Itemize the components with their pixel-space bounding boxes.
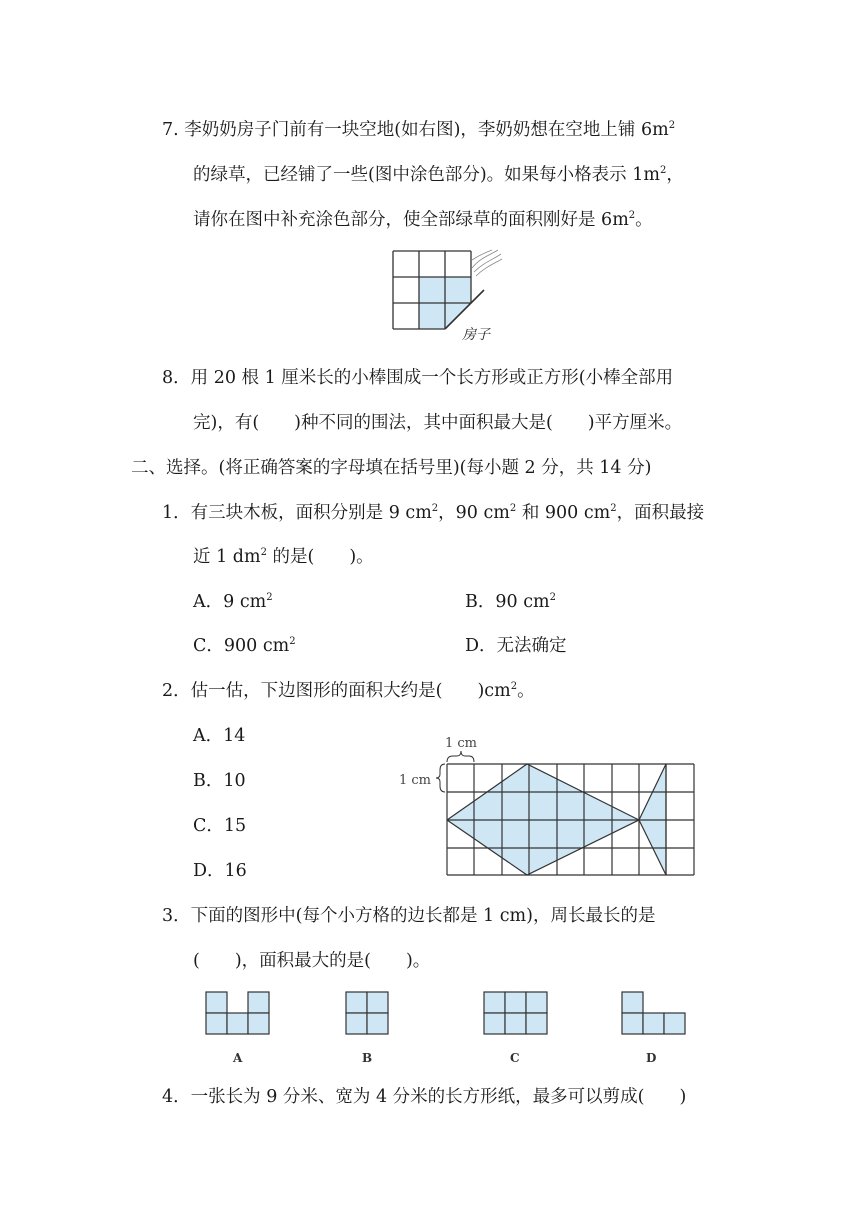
- house-sketch-icon: [472, 250, 502, 276]
- s1-line-1: [162, 501, 704, 525]
- s4-line-1: 4．一张长为 9 分米、宽为 4 分米的长方形纸，最多可以剪成( ): [162, 1087, 687, 1107]
- shape-label-d: D: [646, 1051, 657, 1065]
- superscript: 2: [509, 503, 517, 514]
- superscript: 2: [610, 503, 617, 514]
- s1-option-c: C．900 $cm^2$: [193, 636, 296, 656]
- superscript: 2: [668, 120, 676, 131]
- superscript: 2: [431, 503, 439, 514]
- s3-shapes-figure: [200, 988, 690, 1068]
- section-heading: 二、选择。(将正确答案的字母填在括号里)(每小题 2 分，共 14 分): [131, 458, 652, 478]
- house-label: 房子: [462, 327, 490, 343]
- left-brace-icon: [436, 764, 445, 792]
- q7-text: 请你在图中补充涂色部分，使全部绿草的面积刚好是 6m: [193, 210, 629, 230]
- s1-text: 和 900 cm: [516, 503, 611, 523]
- left-unit-label: 1 cm: [399, 773, 432, 788]
- superscript: 2: [510, 681, 518, 692]
- s1-line-2: [193, 545, 374, 569]
- q7-line-1: [162, 118, 675, 142]
- s1-text: 1．有三块木板，面积分别是 9 cm: [162, 503, 432, 523]
- s2-text: 。: [517, 681, 535, 701]
- s3-line-1: 3．下面的图形中(每个小方格的边长都是 1 cm)，周长最长的是: [162, 906, 656, 926]
- q8-line-1: 8．用 20 根 1 厘米长的小棒围成一个长方形或正方形(小棒全部用: [162, 368, 674, 388]
- shape-label-c: C: [510, 1051, 520, 1065]
- superscript: 2: [659, 165, 667, 176]
- q7-line-3: [193, 208, 653, 232]
- s1-option-b: B．90 $cm^2$: [465, 592, 556, 612]
- q7-text: 。: [635, 210, 653, 230]
- superscript: 2: [549, 592, 556, 603]
- s2-line-1: [162, 679, 535, 703]
- s1-text: 的是( )。: [266, 547, 374, 567]
- s1-text: 近 1 dm: [193, 547, 261, 567]
- q7-lawn-figure: [388, 248, 508, 343]
- top-brace-icon: [447, 751, 474, 762]
- s2-option-a: A．14: [193, 726, 246, 746]
- superscript: 2: [266, 592, 273, 603]
- top-unit-label: 1 cm: [445, 736, 478, 751]
- s2-text: 2．估一估，下边图形的面积大约是( )cm: [162, 681, 511, 701]
- shape-a: [206, 992, 269, 1034]
- shape-label-b: B: [362, 1051, 373, 1065]
- s1-text: ，面积最接: [616, 503, 705, 523]
- q7-text: 的绿草，已经铺了一些(图中涂色部分)。如果每小格表示 1m: [193, 165, 660, 185]
- s1-option-d: D．无法确定: [465, 636, 567, 656]
- shape-c: [484, 992, 547, 1034]
- s2-option-d: D．16: [193, 861, 247, 881]
- shape-d: [622, 992, 685, 1034]
- shape-b: [346, 992, 388, 1034]
- s3-line-2: ( )，面积最大的是( )。: [193, 951, 431, 971]
- q7-text: 7. 李奶奶房子门前有一块空地(如右图)，李奶奶想在空地上铺 6m: [162, 120, 669, 140]
- q7-text: ，: [666, 165, 684, 185]
- superscript: 2: [260, 547, 267, 558]
- s2-option-c: C．15: [193, 816, 247, 836]
- superscript: 2: [628, 210, 636, 221]
- shape-label-a: A: [233, 1051, 243, 1065]
- superscript: 2: [289, 636, 296, 647]
- s1-text: ，90 cm: [438, 503, 510, 523]
- shaded-cell: [419, 277, 445, 303]
- s1-option-a: A．9 $cm^2$: [193, 592, 273, 612]
- s2-option-b: B．10: [193, 771, 246, 791]
- s2-fish-figure: [395, 730, 700, 878]
- shaded-cell: [445, 277, 471, 303]
- q7-line-2: [193, 163, 684, 187]
- fish-grid: [447, 764, 694, 875]
- q8-line-2: 完)，有( )种不同的围法，其中面积最大是( )平方厘米。: [193, 413, 683, 433]
